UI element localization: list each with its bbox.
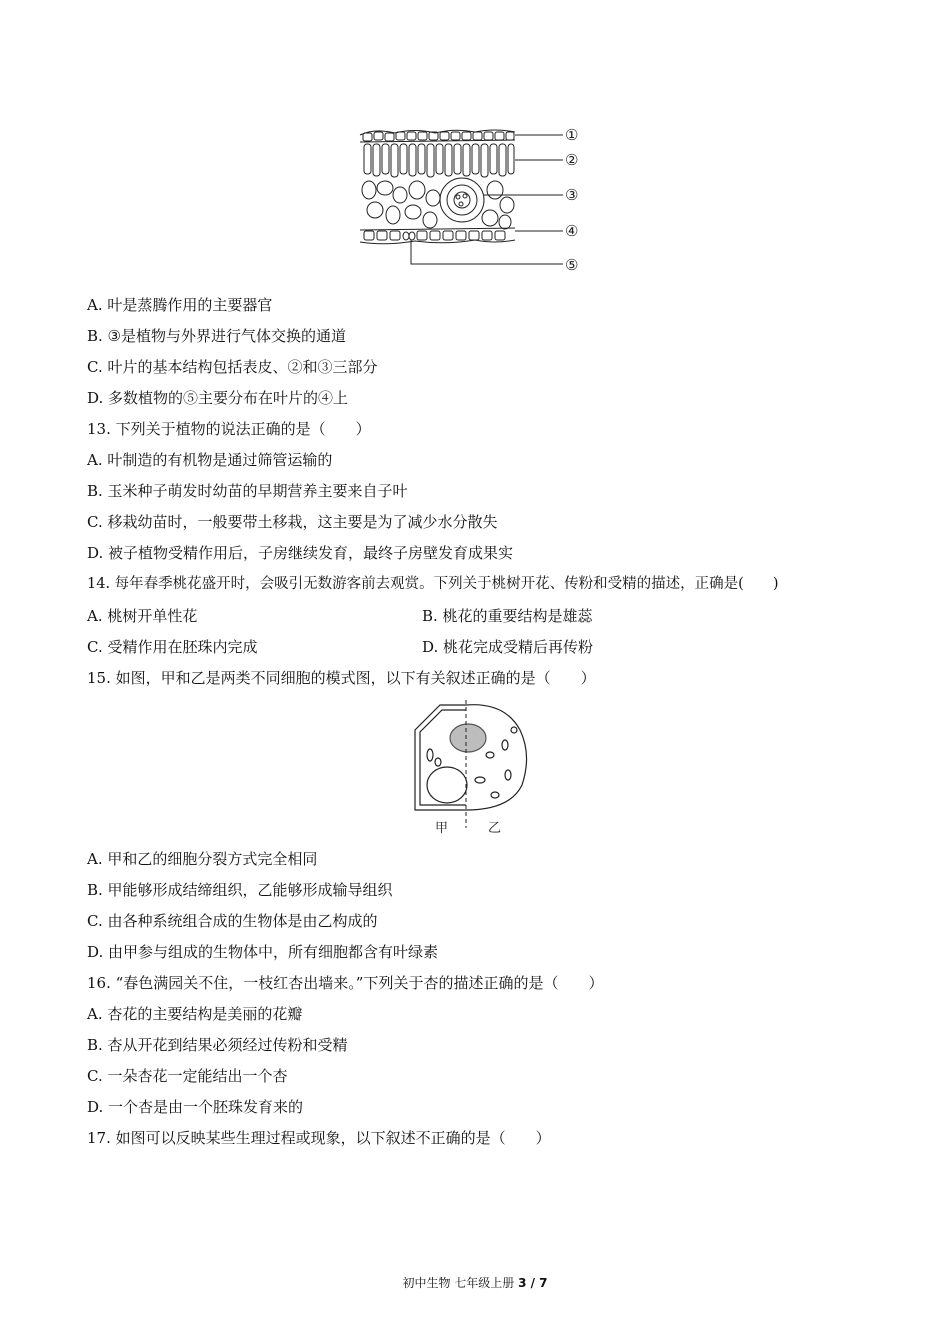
q14-option-d: D. 桃花完成受精后再传粉 [422, 638, 594, 656]
q14-stem: 14. 每年春季桃花盛开时，会吸引无数游客前去观赏。下列关于桃树开花、传粉和受精的描述，正确是( ) [87, 576, 779, 592]
q14-option-b: B. 桃花的重要结构是雄蕊 [422, 607, 593, 625]
cell-comparison-figure [410, 700, 540, 840]
q14-option-a: A. 桃树开单性花 [87, 607, 198, 625]
figure-label-yi: 乙 [488, 821, 502, 836]
q13-stem: 13. 下列关于植物的说法正确的是（ ） [87, 420, 371, 438]
q13-option-d: D. 被子植物受精作用后，子房继续发育，最终子房壁发育成果实 [87, 544, 514, 562]
q17-stem: 17. 如图可以反映某些生理过程或现象，以下叙述不正确的是（ ） [87, 1129, 551, 1147]
q16-option-a: A. 杏花的主要结构是美丽的花瓣 [87, 1005, 303, 1023]
label-1: ① [565, 126, 579, 144]
q15-option-d: D. 由甲参与组成的生物体中，所有细胞都含有叶绿素 [87, 943, 439, 961]
label-4: ④ [565, 222, 579, 240]
label-5: ⑤ [565, 256, 579, 274]
page-number: 3 / 7 [518, 1276, 548, 1290]
q12-option-a: A. 叶是蒸腾作用的主要器官 [87, 296, 273, 314]
q16-option-b: B. 杏从开花到结果必须经过传粉和受精 [87, 1036, 348, 1054]
q12-option-b: B. ③是植物与外界进行气体交换的通道 [87, 327, 347, 345]
page-footer [0, 1274, 950, 1291]
label-3: ③ [565, 186, 579, 204]
q16-stem: 16. “春色满园关不住，一枝红杏出墙来。”下列关于杏的描述正确的是（ ） [87, 974, 604, 992]
q12-option-d: D. 多数植物的⑤主要分布在叶片的④上 [87, 389, 349, 407]
q15-option-b: B. 甲能够形成结缔组织，乙能够形成输导组织 [87, 881, 393, 899]
q16-option-d: D. 一个杏是由一个胚珠发育来的 [87, 1098, 304, 1116]
q14-option-c: C. 受精作用在胚珠内完成 [87, 638, 258, 656]
footer-text: 初中生物 七年级上册 [402, 1276, 519, 1290]
q12-option-c: C. 叶片的基本结构包括表皮、②和③三部分 [87, 358, 378, 376]
q16-option-c: C. 一朵杏花一定能结出一个杏 [87, 1067, 288, 1085]
figure-label-jia: 甲 [435, 821, 449, 836]
q13-option-c: C. 移栽幼苗时，一般要带土移栽，这主要是为了减少水分散失 [87, 513, 498, 531]
leaf-cross-section-figure [355, 120, 595, 280]
q13-option-b: B. 玉米种子萌发时幼苗的早期营养主要来自子叶 [87, 482, 408, 500]
label-2: ② [565, 151, 579, 169]
q15-option-c: C. 由各种系统组合成的生物体是由乙构成的 [87, 912, 378, 930]
q13-option-a: A. 叶制造的有机物是通过筛管运输的 [87, 451, 333, 469]
q15-option-a: A. 甲和乙的细胞分裂方式完全相同 [87, 850, 318, 868]
q15-stem: 15. 如图，甲和乙是两类不同细胞的模式图，以下有关叙述正确的是（ ） [87, 669, 596, 687]
